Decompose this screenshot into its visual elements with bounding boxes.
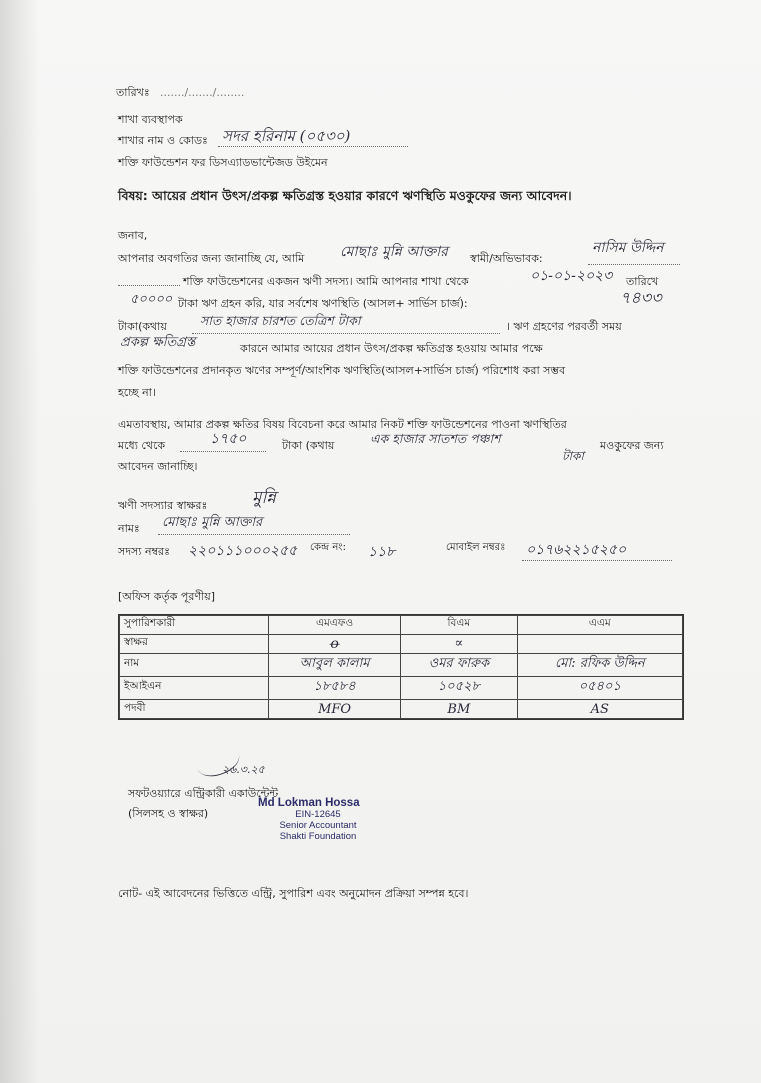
balance-hw: ৭৪৩৩	[620, 288, 662, 307]
body-line4-text: । ঋণ গ্রহণের পরবর্তী সময়	[506, 320, 622, 333]
line2-lead-dots	[118, 285, 180, 286]
accountant-seal	[258, 798, 378, 842]
addressee-title: শাখা ব্যবস্থাপক	[118, 113, 183, 126]
in-words-label: টাকা(কথায়	[118, 320, 167, 333]
table-header-row	[120, 616, 683, 635]
branch-dotline	[218, 146, 408, 147]
table-row	[120, 676, 683, 699]
member-signature-hw: মুন্নি	[252, 488, 277, 508]
body-line2-text: শক্তি ফাউন্ডেশনের একজন ঋণী সদস্য। আমি আপনার শাখা থেকে	[183, 275, 469, 288]
waiver-words-hw: এক হাজার সাতশত পঞ্চাশ	[370, 431, 501, 446]
table-cell: ওমর ফারুক	[401, 653, 517, 676]
accountant-subtitle: (সিলসহ ও স্বাক্ষর)	[128, 807, 209, 820]
table-header-cell: সুপারিশকারী	[120, 616, 269, 635]
table-cell: মো: রফিক উদ্দিন	[517, 653, 682, 676]
signature-cell-bm: ∝	[401, 634, 517, 653]
guardian-name-hw: নাসিম উদ্দিন	[592, 240, 664, 256]
date-suffix: তারিখে	[626, 275, 659, 288]
words-dotline	[192, 333, 500, 334]
waiver-amount-dotline	[180, 451, 266, 452]
para2-line3: আবেদন জানাচ্ছি।	[118, 460, 198, 473]
center-label: কেন্দ্র নং:	[310, 542, 346, 553]
approval-table	[118, 614, 684, 720]
body-line5-text: কারনে আমার আয়ের প্রধান উৎস/প্রকল্প ক্ষতিগ্রস্ত হওয়ায় আমার পক্ষে	[240, 342, 543, 355]
seal-ein: EIN-12645	[295, 809, 341, 820]
row-label: পদবী	[120, 700, 269, 719]
body-line6-text: শক্তি ফাউন্ডেশনের প্রদানকৃত ঋণের সম্পূর্ণ/আংশিক ঋণস্থিতি(আসল+সার্ভিস চার্জ) পরিশোধ করা সম্ভব	[118, 364, 566, 377]
table-cell: AS	[517, 700, 682, 719]
body-line3-text: টাকা ঋণ গ্রহন করি, যার সর্বশেষ ঋণস্থিতি (আসল+ সার্ভিস চার্জ):	[178, 297, 468, 310]
loan-amount-hw: ৫০০০০	[130, 292, 173, 307]
salutation: জনাব,	[118, 229, 148, 242]
cause-hw: প্রকল্প ক্ষতিগ্রস্ত	[120, 335, 196, 350]
row-label: স্বাক্ষর	[120, 634, 269, 653]
member-name-hw: মোছাঃ মুন্নি আক্তার	[162, 515, 263, 530]
guardian-label: স্বামী/অভিভাবক:	[470, 252, 543, 265]
para2-in-words-label: টাকা (কথায়	[282, 439, 335, 452]
table-cell: BM	[401, 700, 517, 719]
table-cell: ১০৫২৮	[401, 676, 517, 699]
branch-label: শাখার নাম ও কোডঃ	[118, 134, 208, 147]
mobile-number-hw: ০১৭৬২২১৫২৫০	[526, 542, 627, 558]
applicant-name-hw: মোছাঃ মুন্নি আক্তার	[340, 244, 448, 260]
table-cell: ০৫৪০১	[517, 676, 682, 699]
subject-line: বিষয়: আয়ের প্রধান উৎস/প্রকল্প ক্ষতিগ্রস্ত হওয়ার কারণে ঋণস্থিতি মওকুফের জন্য আবেদন।	[118, 188, 572, 203]
table-header-cell: বিএম	[401, 616, 517, 635]
footer-note: নোট- এই আবেদনের ভিত্তিতে এন্ট্রি, সুপারিশ এবং অনুমোদন প্রক্রিয়া সম্পন্ন হবে।	[118, 887, 469, 900]
table-cell: MFO	[269, 700, 401, 719]
body-line1-text: আপনার অবগতির জন্য জানাচ্ছি যে, আমি	[118, 252, 305, 265]
center-number-hw: ১১৮	[368, 544, 396, 560]
table-header-cell: এএম	[517, 616, 682, 635]
seal-org: Shakti Foundation	[279, 831, 357, 842]
date-placeholder: ......./......./........	[160, 86, 245, 99]
organization-name: শক্তি ফাউন্ডেশন ফর ডিসএ্যাডভান্টেজড উইমেন	[118, 156, 328, 169]
balance-words-hw: সাত হাজার চারশত তেত্রিশ টাকা	[200, 313, 361, 328]
row-label: নাম	[120, 653, 269, 676]
branch-value: সদর হরিনাম (০৫৩০)	[222, 127, 351, 145]
body-line7-text: হচ্ছে না।	[118, 386, 156, 399]
member-name-dotline	[158, 534, 350, 535]
seal-title: Senior Accountant	[279, 820, 357, 831]
member-name-label: নামঃ	[118, 522, 140, 535]
para2-line2-tail: মওকুফের জন্য	[600, 439, 664, 452]
guardian-dotline	[588, 264, 680, 265]
table-row	[120, 653, 683, 676]
waiver-amount-hw: ১৭৫০	[210, 431, 247, 447]
member-signature-label: ঋণী সদস্যার স্বাক্ষরঃ	[118, 499, 208, 512]
table-row	[120, 700, 683, 719]
table-row	[120, 634, 683, 653]
para2-line2-lead: মধ্যে থেকে	[118, 439, 166, 452]
table-cell: ১৮৫৮৪	[269, 676, 401, 699]
signature-cell-mfo: ꝋ	[269, 634, 401, 653]
accountant-sign-date-hw: ২৬.৩.২৫	[222, 763, 265, 776]
loan-date-hw: ০১-০১-২০২৩	[530, 268, 613, 284]
date-label: তারিখঃ	[116, 86, 150, 99]
member-number-label: সদস্য নম্বরঃ	[118, 545, 170, 558]
office-use-label: [অফিস কর্তৃক পূরণীয়]	[118, 590, 215, 603]
table-cell: আবুল কালাম	[269, 653, 401, 676]
waiver-words-suffix-hw: টাকা	[562, 449, 584, 463]
signature-cell-am	[517, 634, 682, 653]
scan-edge-shadow	[0, 0, 40, 1083]
row-label: ইআইএন	[120, 676, 269, 699]
para2-line1: এমতাবস্থায়, আমার প্রকল্প ক্ষতির বিষয় বিবেচনা করে আমার নিকট শক্তি ফাউন্ডেশনের পাওনা ঋণস্থিতির	[118, 418, 567, 431]
mobile-dotline	[522, 560, 672, 561]
member-number-hw: ২২০১১১০০০২৫৫	[188, 543, 298, 559]
seal-name: Md Lokman Hossa	[258, 797, 360, 809]
accountant-title: সফটওয়্যারে এন্ট্রিকারী একাউন্টেন্ট	[128, 787, 279, 800]
table-header-cell: এমএফও	[269, 616, 401, 635]
mobile-label: মোবাইল নম্বরঃ	[446, 542, 506, 553]
